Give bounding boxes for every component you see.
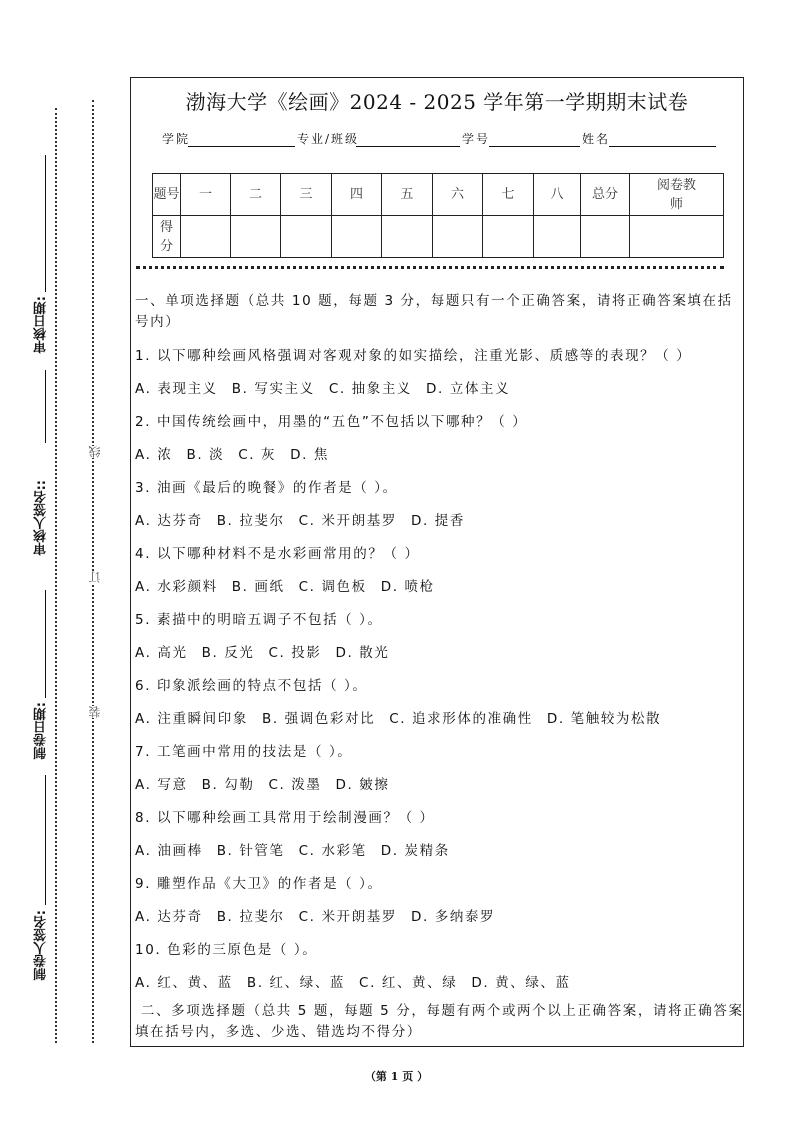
option: A. 浓: [135, 447, 173, 463]
option: A. 表现主义: [135, 381, 218, 397]
option: D. 散光: [335, 645, 390, 661]
question-7-options: [135, 769, 745, 802]
option: B. 勾勒: [201, 777, 255, 793]
section1-heading: 一、单项选择题（总共 10 题，每题 3 分，每题只有一个正确答案，请将正确答案填在括号内）: [135, 293, 733, 330]
question-9: 9. 雕塑作品《大卫》的作者是（ ）。: [135, 876, 383, 892]
student-id-label: 学号: [462, 132, 491, 146]
score-cell[interactable]: [534, 216, 581, 258]
name-label: 姓名: [582, 132, 611, 146]
score-cell[interactable]: [581, 216, 630, 258]
binding-char-xian: 线: [88, 446, 102, 458]
option: B. 拉斐尔: [216, 909, 285, 925]
option: D. 皴擦: [335, 777, 390, 793]
option: D. 立体主义: [426, 381, 511, 397]
option: D. 黄、绿、蓝: [471, 975, 571, 991]
question-2: 2. 中国传统绘画中，用墨的“五色”不包括以下哪种？（ ）: [135, 414, 528, 430]
question-10-options: [135, 967, 745, 1000]
binding-dotted-line-inner: [55, 108, 57, 1043]
option: A. 写意: [135, 777, 188, 793]
binding-char-zhuang: 装: [88, 706, 102, 718]
question-10: 10. 色彩的三原色是（ ）。: [135, 942, 318, 958]
question-9-options: [135, 901, 745, 934]
reviewer-sign-label: 审核人签名::: [34, 480, 49, 556]
option: B. 画纸: [231, 579, 285, 595]
question-6-options: [135, 703, 745, 736]
make-date-line: [45, 590, 46, 698]
col-total: 总分: [581, 174, 630, 216]
option: C. 水彩笔: [298, 843, 367, 859]
option: B. 强调色彩对比: [261, 711, 376, 727]
option: B. 写实主义: [231, 381, 315, 397]
dotted-separator: [136, 266, 724, 269]
page-number: （第 1 页 ）: [364, 1070, 429, 1083]
review-date-label: 审核日期:: [34, 296, 49, 354]
score-cell[interactable]: [433, 216, 483, 258]
option: B. 针管笔: [216, 843, 285, 859]
option: A. 注重瞬间印象: [135, 711, 248, 727]
section2-heading: 二、多项选择题（总共 5 题，每题 5 分，每题有两个或两个以上正确答案，请将正确答案填在括号内，多选、少选、错选均不得分）: [135, 1003, 744, 1040]
question-7: 7. 工笔画中常用的技法是（ ）。: [135, 744, 353, 760]
question-2-options: [135, 439, 745, 472]
binding-char-ding: 订: [88, 571, 102, 583]
score-table: [152, 173, 724, 258]
option: A. 达芬奇: [135, 909, 203, 925]
score-cell[interactable]: [332, 216, 382, 258]
option: A. 达芬奇: [135, 513, 203, 529]
col-6: 六: [433, 174, 483, 216]
student-id-field[interactable]: [489, 146, 580, 147]
col-8: 八: [534, 174, 581, 216]
college-label: 学院: [162, 132, 191, 146]
option: D. 炭精条: [380, 843, 450, 859]
col-5: 五: [382, 174, 433, 216]
score-cell[interactable]: [231, 216, 281, 258]
score-cell[interactable]: [630, 216, 724, 258]
option: D. 笔触较为松散: [546, 711, 662, 727]
maker-sign-line: [45, 775, 46, 905]
score-cell[interactable]: [281, 216, 332, 258]
option: B. 红、绿、蓝: [246, 975, 346, 991]
question-5: 5. 素描中的明暗五调子不包括（ ）。: [135, 612, 383, 628]
col-1: 一: [181, 174, 231, 216]
option: D. 提香: [410, 513, 465, 529]
score-cell[interactable]: [483, 216, 534, 258]
col-7: 七: [483, 174, 534, 216]
option: D. 多纳泰罗: [410, 909, 496, 925]
question-8-options: [135, 835, 745, 868]
option: A. 油画棒: [135, 843, 203, 859]
exam-body: [135, 291, 745, 1043]
col-grader: 阅卷教师: [630, 174, 724, 216]
option: C. 调色板: [298, 579, 367, 595]
question-5-options: [135, 637, 745, 670]
option: B. 反光: [201, 645, 255, 661]
reviewer-sign-line: [45, 370, 46, 443]
option: C. 米开朗基罗: [298, 909, 397, 925]
exam-title: 渤海大学《绘画》2024 - 2025 学年第一学期期末试卷: [185, 90, 689, 114]
major-class-label: 专业/班级: [297, 132, 360, 146]
score-table-score-row: [153, 216, 724, 258]
option: D. 喷枪: [380, 579, 435, 595]
question-3-options: [135, 505, 745, 538]
option: A. 高光: [135, 645, 188, 661]
option: B. 拉斐尔: [216, 513, 285, 529]
score-table-header-row: [153, 174, 724, 216]
question-4: 4. 以下哪种材料不是水彩画常用的？（ ）: [135, 546, 420, 562]
question-8: 8. 以下哪种绘画工具常用于绘制漫画？（ ）: [135, 810, 435, 826]
maker-sign-label: 制卷人签名:: [34, 910, 49, 981]
question-list: [135, 340, 745, 1000]
option: D. 焦: [290, 447, 330, 463]
option: C. 灰: [238, 447, 277, 463]
option: A. 红、黄、蓝: [135, 975, 233, 991]
review-date-line: [45, 155, 46, 292]
option: C. 追求形体的准确性: [389, 711, 533, 727]
question-4-options: [135, 571, 745, 604]
question-6: 6. 印象派绘画的特点不包括（ ）。: [135, 678, 368, 694]
option: B. 淡: [186, 447, 225, 463]
col-4: 四: [332, 174, 382, 216]
question-1-options: [135, 373, 745, 406]
option: C. 红、黄、绿: [359, 975, 458, 991]
score-cell[interactable]: [382, 216, 433, 258]
college-field[interactable]: [188, 146, 295, 147]
question-3: 3. 油画《最后的晚餐》的作者是（ ）。: [135, 480, 398, 496]
option: C. 抽象主义: [328, 381, 413, 397]
question-number-label: 题号: [153, 174, 181, 216]
option: A. 水彩颜料: [135, 579, 218, 595]
score-cell[interactable]: [181, 216, 231, 258]
question-1: 1. 以下哪种绘画风格强调对客观对象的如实描绘，注重光影、质感等的表现？（ ）: [135, 348, 692, 364]
option: C. 投影: [268, 645, 322, 661]
score-label: 得分: [153, 216, 181, 258]
option: C. 泼墨: [268, 777, 322, 793]
major-class-field[interactable]: [356, 146, 460, 147]
option: C. 米开朗基罗: [298, 513, 397, 529]
col-2: 二: [231, 174, 281, 216]
name-field[interactable]: [609, 146, 716, 147]
col-3: 三: [281, 174, 332, 216]
make-date-label: 制卷日期:: [34, 702, 49, 760]
